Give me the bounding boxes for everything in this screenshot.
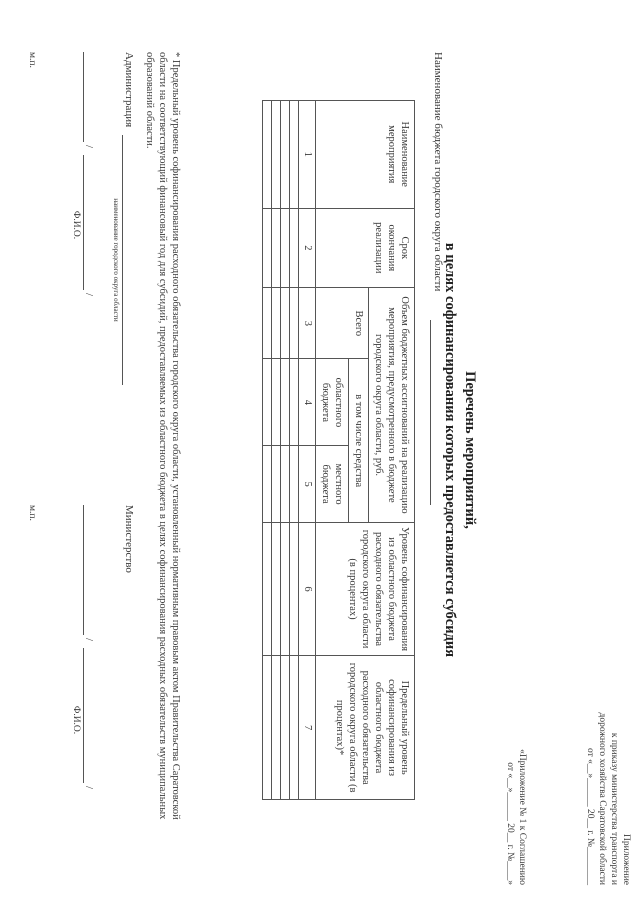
mp-left: м.п. xyxy=(27,52,37,68)
table-row xyxy=(281,101,290,800)
signature-line-right xyxy=(83,505,84,635)
table-row xyxy=(263,101,272,800)
fio-left: Ф.И.О. xyxy=(71,210,81,240)
budget-name-line xyxy=(430,320,431,505)
col-number: 7 xyxy=(299,656,316,800)
administration-label: Администрация xyxy=(123,52,135,128)
ministry-label: Министерство xyxy=(123,505,135,573)
col-number: 4 xyxy=(299,359,316,446)
col-header-deadline: Срок окончания реализации xyxy=(316,208,415,288)
page-title xyxy=(440,150,480,750)
title-line-2: в целях софинансирования которых предоставляется субсидия xyxy=(442,242,458,658)
table-row xyxy=(272,101,281,800)
signature-line-left xyxy=(83,52,84,142)
administration-name-line xyxy=(122,135,123,385)
administration-hint: наименование городского округа области xyxy=(112,198,120,322)
document-page: Приложение к приказу министерства транспорта и дорожного хозяйства Саратовской области от «__»______ 20__ г. №________ «Приложение № 1 к Соглашению от «__»______ 20__ г. №____» Перечень мероприятий, в целях софинансирования которых предоставляется субсидия Наименование бюджета городского округа области Наименование мероприятия Срок окончания реализации Объем бюджетных ассигнований на реализацию мероприятия, предусмотренного в бюджете городского округа области, руб. Уровень софинансирования из областного бюджета расходного обязательства городского округа области (в процентах) Предельный уровень софинансирования из областного бюджета расходного обязательства городского округа области (в процентах)* Всего в том числе средства областного бюджета местного бюджета 1 2 3 4 5 6 7 * Предельный уровень софинансирования расходного обязательства городского округа области, установленный нормативным правовым актом Правительства Саратовской области на соответствующий финансовый год для субсидий, предоставляемых из областного бюджета в целях софинансирования расходных обязательств муниципальных образований области. Администрация наименование городского округа области / Ф.И.О. / м.п. Министерство / Ф.И.О. / м.п. xyxy=(0,0,640,905)
fio-right: Ф.И.О. xyxy=(71,705,81,735)
title-line-1: Перечень мероприятий, xyxy=(462,371,478,529)
table-number-row xyxy=(299,101,316,800)
col-number: 2 xyxy=(299,208,316,288)
approval-line-4: от «__»______ 20__ г. №________ xyxy=(585,747,595,885)
col-number: 5 xyxy=(299,446,316,523)
fio-line-right xyxy=(83,648,84,783)
approval-line-3: дорожного хозяйства Саратовской области xyxy=(597,712,607,885)
table-row xyxy=(290,101,299,800)
fio-line-left xyxy=(83,155,84,290)
approval-block xyxy=(584,555,632,885)
col-number: 1 xyxy=(299,101,316,209)
approval-line-2: к приказу министерства транспорта и xyxy=(609,732,619,885)
col-number: 3 xyxy=(299,288,316,359)
measures-table xyxy=(262,100,415,800)
annex-line-1: «Приложение № 1 к Соглашению xyxy=(517,749,527,885)
col-header-including: в том числе средства xyxy=(349,359,369,522)
col-header-max-cofinancing-level: Предельный уровень софинансирования из областного бюджета расходного обязательства городского округа области (в процентах)* xyxy=(316,656,415,800)
col-header-name: Наименование мероприятия xyxy=(316,101,415,209)
approval-line-1: Приложение xyxy=(621,834,631,885)
budget-name-label: Наименование бюджета городского округа области xyxy=(432,52,444,292)
col-header-regional-budget: областного бюджета xyxy=(316,359,349,446)
annex-block xyxy=(504,555,528,885)
col-header-local-budget: местного бюджета xyxy=(316,446,349,523)
col-header-volume: Объем бюджетных ассигнований на реализацию мероприятия, предусмотренного в бюджете городского округа области, руб. xyxy=(369,288,415,523)
annex-line-2: от «__»______ 20__ г. №____» xyxy=(505,762,515,885)
col-header-cofinancing-level: Уровень софинансирования из областного бюджета расходного обязательства городского округа области (в процентах) xyxy=(316,522,415,655)
col-number: 6 xyxy=(299,522,316,655)
footnote: * Предельный уровень софинансирования расходного обязательства городского округа области, установленный нормативным правовым актом Правительства Саратовской области на соответствующий финансовый год для субсидий, предоставляемых из областного бюджета в целях софинансирования расходных обязательств муниципальных образований области. xyxy=(144,52,181,820)
col-header-total: Всего xyxy=(316,288,369,359)
table-header-row-1 xyxy=(369,101,415,800)
mp-right: м.п. xyxy=(27,505,37,521)
